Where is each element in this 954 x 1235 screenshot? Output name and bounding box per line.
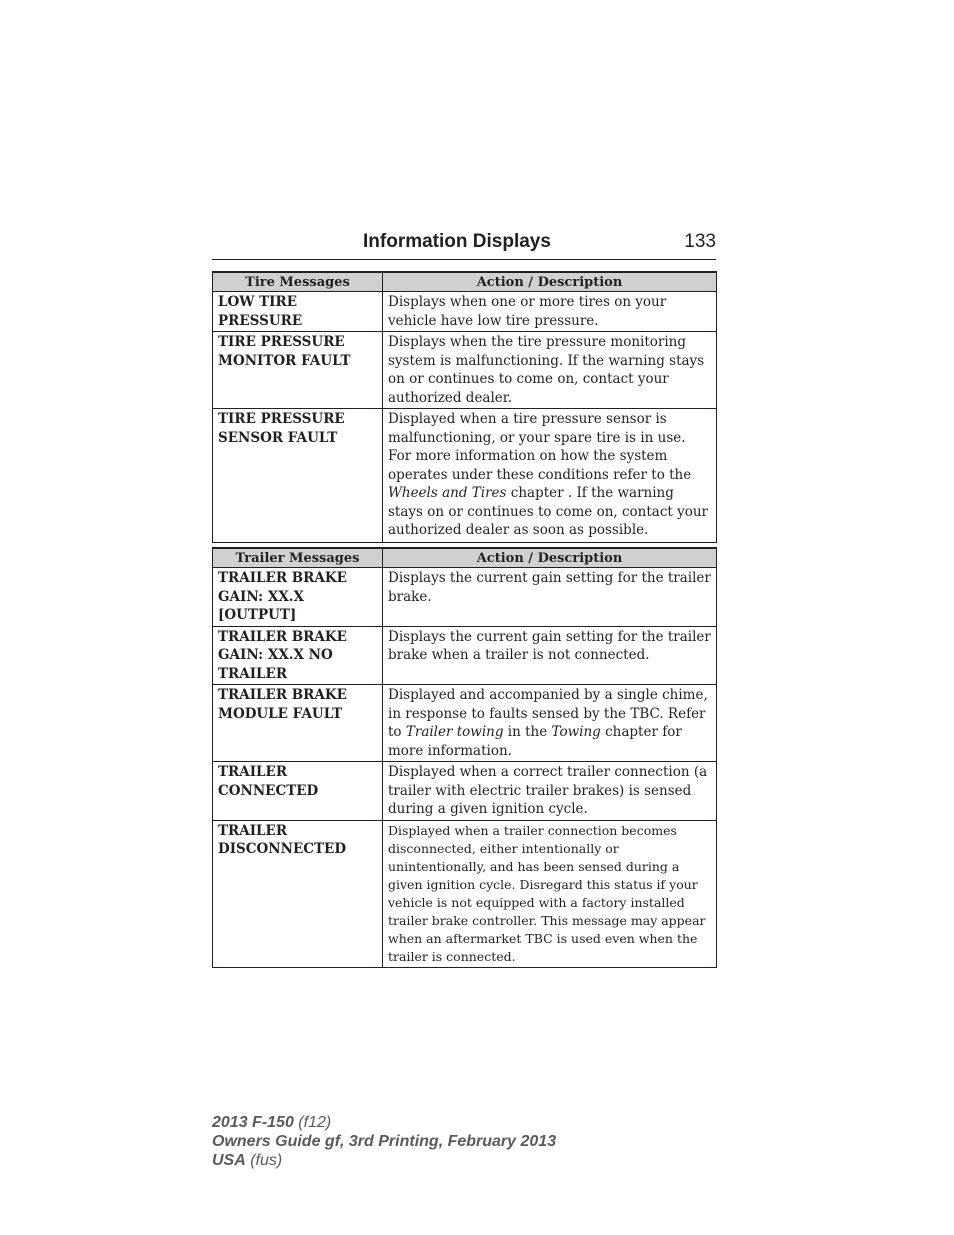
trailer-messages-table (212, 547, 717, 968)
message-name: TRAILER BRAKE GAIN: XX.X NO TRAILER (213, 626, 383, 685)
column-header: Action / Description (383, 272, 717, 292)
table-row (213, 685, 717, 762)
message-description: Displays the current gain setting for the trailer brake. (383, 568, 717, 627)
table-row (213, 292, 717, 332)
message-description: Displays when one or more tires on your vehicle have low tire pressure. (383, 292, 717, 332)
table-row (213, 762, 717, 821)
footer-line: Owners Guide gf, 3rd Printing, February 2013 (212, 1133, 557, 1150)
column-header: Tire Messages (213, 272, 383, 292)
table-row (213, 820, 717, 967)
table-header-row (213, 272, 717, 292)
message-name: TIRE PRESSURE SENSOR FAULT (213, 409, 383, 543)
footer-line: USA (fus) (212, 1152, 283, 1169)
page-footer (212, 1113, 556, 1170)
message-name: TRAILER DISCONNECTED (213, 820, 383, 967)
footer-line: 2013 F-150 (f12) (212, 1114, 332, 1131)
message-description: Displays when the tire pressure monitoring system is malfunctioning. If the warning stays on or continues to come on, contact your authorized dealer. (383, 332, 717, 409)
message-description: Displays the current gain setting for the trailer brake when a trailer is not connected. (383, 626, 717, 685)
section-title: Information Displays (363, 231, 551, 252)
page-number: 133 (684, 231, 716, 252)
message-name: TRAILER CONNECTED (213, 762, 383, 821)
table-row (213, 568, 717, 627)
chapter-reference: Wheels and Tires (388, 485, 507, 501)
section-reference: Trailer towing (405, 724, 504, 740)
message-name: LOW TIRE PRESSURE (213, 292, 383, 332)
chapter-reference: Towing (551, 724, 601, 740)
message-description: Displayed when a tire pressure sensor is malfunctioning, or your spare tire is in use. For more information on how the system operates under these conditions refer to the Wheels and Tires chapter . If the warning stays on or continues to come on, contact your authorized dealer as soon as possible. (383, 409, 717, 543)
message-name: TRAILER BRAKE GAIN: XX.X [OUTPUT] (213, 568, 383, 627)
message-description: Displayed when a correct trailer connection (a trailer with electric trailer brakes) is sensed during a given ignition cycle. (383, 762, 717, 821)
message-name: TIRE PRESSURE MONITOR FAULT (213, 332, 383, 409)
tire-messages-table (212, 271, 717, 543)
table-row (213, 409, 717, 543)
table-header-row (213, 548, 717, 568)
message-description: Displayed when a trailer connection becomes disconnected, either intentionally or unintentionally, and has been sensed during a given ignition cycle. Disregard this status if your vehicle is not equipped with a factory installed trailer brake controller. This message may appear when an aftermarket TBC is used even when the trailer is connected. (383, 820, 717, 967)
column-header: Trailer Messages (213, 548, 383, 568)
message-description: Displayed and accompanied by a single chime, in response to faults sensed by the TBC. Refer to Trailer towing in the Towing chapter for more information. (383, 685, 717, 762)
table-row (213, 332, 717, 409)
table-row (213, 626, 717, 685)
message-name: TRAILER BRAKE MODULE FAULT (213, 685, 383, 762)
page-header (212, 229, 716, 260)
column-header: Action / Description (383, 548, 717, 568)
